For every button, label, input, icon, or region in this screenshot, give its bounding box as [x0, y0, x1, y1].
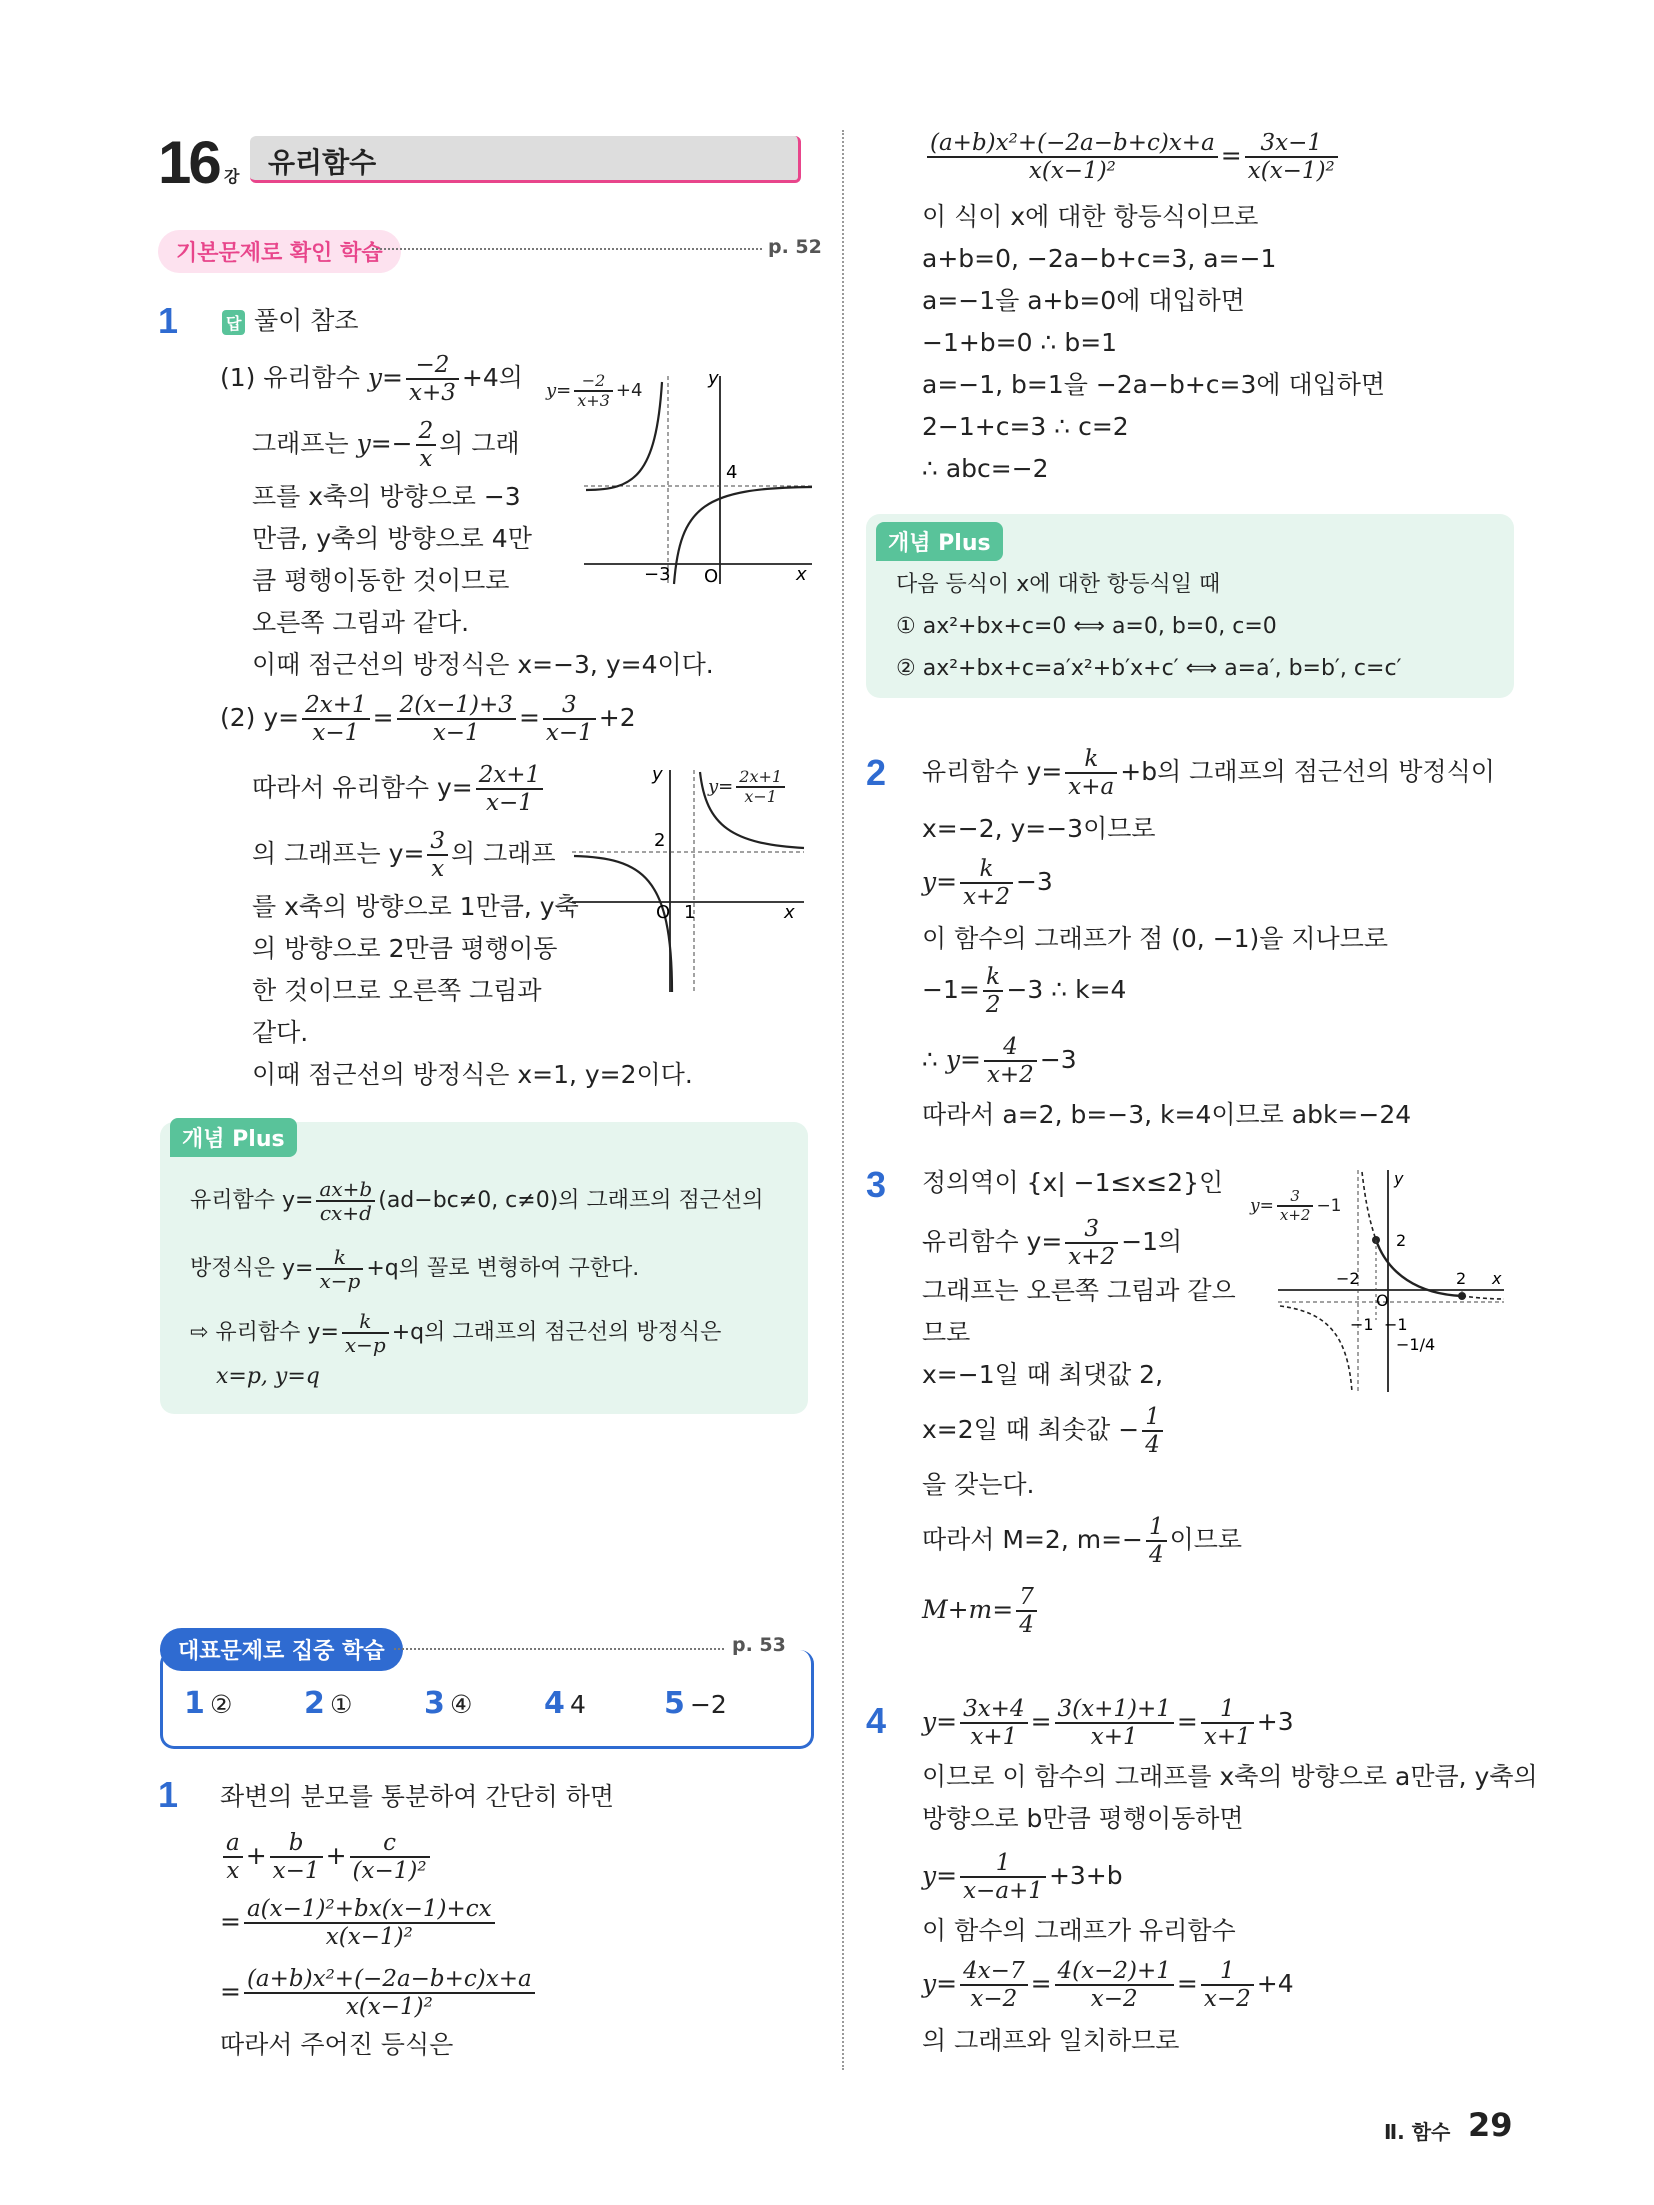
problem-2-line5: −1= $\frac{k}{2}$ −3 ∴ k=4 — [922, 964, 1127, 1018]
problem-3-line7: 을 갖는다. — [922, 1470, 1035, 1499]
q1-p2-line7: 같다. — [252, 1018, 309, 1047]
lesson-title: 유리함수 — [268, 146, 377, 179]
problem-2-line6: ∴ y= $\frac{4}{x+2}$ −3 — [922, 1034, 1077, 1088]
q1-p1-line4: 만큼, y축의 방향으로 4만 — [252, 524, 532, 553]
graph-3-curve-right-dashed — [1362, 1172, 1376, 1240]
problem-4-line6: y= $\frac{4x-7}{x-2}$ = $\frac{4(x-2)+1}{x-2}$ = $\frac{1}{x-2}$ +4 — [922, 1958, 1294, 2012]
problem-3-number: 3 — [866, 1164, 887, 1205]
graph-3-axis-y-label: y — [1394, 1169, 1404, 1188]
problem-4-line5: 이 함수의 그래프가 유리함수 — [922, 1916, 1236, 1945]
lesson-header — [158, 129, 808, 196]
section-basic-dots — [372, 248, 762, 250]
answer-key-row — [184, 1686, 784, 1726]
answer-item-2: 2 ① — [304, 1686, 353, 1721]
problem-1-line2: $\frac{a}{x}$ + $\frac{b}{x-1}$ + $\frac{c}{\text{(x−1)²}}$ — [220, 1830, 433, 1884]
q1-p2-line4: 를 x축의 방향으로 1만큼, y축 — [252, 892, 579, 921]
graph-2-tick-y: 2 — [654, 830, 666, 851]
plus1-line3: ⇨ 유리함수 y= $\frac{k}{x-p}$ +q의 그래프의 점근선의 방정식은 — [190, 1309, 722, 1357]
graph-3-tick-2x: 2 — [1456, 1269, 1467, 1288]
problem-4-line1: y= $\frac{3x+4}{x+1}$ = $\frac{3(x+1)+1}{x+1}$ = $\frac{1}{x+1}$ +3 — [922, 1696, 1294, 1750]
q1-p1-line5: 큼 평행이동한 것이므로 — [252, 566, 510, 595]
concept-plus-tag-2: 개념 Plus — [876, 522, 1003, 561]
problem-2-line2: x=−2, y=−3이므로 — [922, 814, 1156, 843]
concept-plus-tag-1: 개념 Plus — [170, 1118, 297, 1157]
problem-3-line8: 따라서 M=2, m=− $\frac{1}{4}$ 이므로 — [922, 1514, 1243, 1568]
answer-item-4: 4 4 — [544, 1686, 586, 1721]
plus1-line1: 유리함수 y= $\frac{ax+b}{cx+d}$ (ad−bc≠0, c≠0)의 그래프의 점근선의 — [190, 1177, 764, 1225]
problem-4-line2: 이므로 이 함수의 그래프를 x축의 방향으로 a만큼, y축의 — [922, 1762, 1538, 1791]
plus2-line2: ① ax²+bx+c=0 ⟺ a=0, b=0, c=0 — [896, 614, 1277, 639]
problem-3-line9: M+m= $\frac{7}{4}$ — [922, 1584, 1040, 1638]
question-1-number: 1 — [158, 300, 179, 341]
graph-3-label: y= $\frac{3}{x+2}$ −1 — [1250, 1187, 1342, 1224]
plus2-line3: ② ax²+bx+c=a′x²+b′x+c′ ⟺ a=a′, b=b′, c=c′ — [896, 656, 1402, 681]
graph-1-origin: O — [704, 566, 719, 586]
problem-3-line6: x=2일 때 최솟값 − $\frac{1}{4}$ — [922, 1404, 1166, 1458]
q1-p2-line6: 한 것이므로 오른쪽 그림과 — [252, 976, 542, 1005]
answer-item-5: 5 −2 — [664, 1686, 727, 1721]
graph-3-curve-main — [1376, 1240, 1462, 1296]
plus2-line1: 다음 등식이 x에 대한 항등식일 때 — [896, 572, 1221, 597]
graph-2-label: y= $\frac{2x+1}{x-1}$ — [708, 768, 788, 806]
concept-plus-box-2 — [866, 514, 1514, 698]
graph-3-tick-neg2: −2 — [1336, 1269, 1360, 1288]
problem-2-line4: 이 함수의 그래프가 점 (0, −1)을 지나므로 — [922, 924, 1388, 953]
graph-3-origin: O — [1376, 1291, 1389, 1310]
lesson-title-bar — [250, 136, 801, 183]
right-eq-top: $\frac{\text{(a+b)x²+(−2a−b+c)x+a}}{\text{x(x−1)²}}$ = $\frac{3x-1}{\text{x(x−1)²}}$ — [924, 130, 1341, 184]
right-line7: ∴ abc=−2 — [922, 454, 1049, 483]
graph-3-tick-neg1x: −1 — [1350, 1315, 1374, 1334]
graph-2-axis-x-label: x — [784, 902, 795, 923]
q1-p1-line2: 그래프는 y=− $\frac{2}{x}$ 의 그래 — [252, 418, 520, 472]
problem-2-number: 2 — [866, 752, 887, 793]
problem-2-line1: 유리함수 y= $\frac{k}{x+a}$ +b의 그래프의 점근선의 방정식이 — [922, 746, 1495, 800]
q1-p1-line1: (1) 유리함수 y= $\frac{-2}{x+3}$ +4의 — [220, 352, 523, 406]
q1-p2-line3: 의 그래프는 y= $\frac{3}{x}$ 의 그래프 — [252, 828, 556, 882]
graph-3-tick-2y: 2 — [1396, 1231, 1407, 1250]
problem-2-line7: 따라서 a=2, b=−3, k=4이므로 abk=−24 — [922, 1100, 1412, 1129]
footer-chapter: Ⅱ. 함수 — [1384, 2120, 1451, 2144]
problem-2-line3: y= $\frac{k}{x+2}$ −3 — [922, 856, 1053, 910]
q1-p2-line2: 따라서 유리함수 y= $\frac{2x+1}{x-1}$ — [252, 762, 546, 816]
answer-item-3: 3 ④ — [424, 1686, 473, 1721]
problem-4-line4: y= $\frac{1}{x-a+1}$ +3+b — [922, 1850, 1123, 1904]
right-line2: a+b=0, −2a−b+c=3, a=−1 — [922, 244, 1277, 273]
problem-1-number: 1 — [158, 1774, 179, 1815]
right-line5: a=−1, b=1을 −2a−b+c=3에 대입하면 — [922, 370, 1386, 399]
answer-item-1: 1 ② — [184, 1686, 233, 1721]
graph-2-origin: O — [656, 902, 671, 923]
plus1-line4: x=p, y=q — [216, 1364, 320, 1389]
graph-2-axis-y-label: y — [652, 766, 663, 785]
right-line6: 2−1+c=3 ∴ c=2 — [922, 412, 1129, 441]
problem-3-line5: x=−1일 때 최댓값 2, — [922, 1360, 1164, 1389]
right-line1: 이 식이 x에 대한 항등식이므로 — [922, 202, 1259, 231]
right-line3: a=−1을 a+b=0에 대입하면 — [922, 286, 1245, 315]
graph-2-curve-left — [574, 856, 672, 992]
problem-4-line3: 방향으로 b만큼 평행이동하면 — [922, 1804, 1244, 1833]
graph-1-tick-x: −3 — [644, 564, 671, 585]
answer-text: 풀이 참조 — [254, 306, 359, 335]
graph-1-label: y= $\frac{-2}{x+3}$ +4 — [546, 371, 643, 410]
concept-plus-box-1 — [160, 1122, 808, 1414]
problem-3-line2: 유리함수 y= $\frac{3}{x+2}$ −1의 — [922, 1216, 1183, 1270]
graph-1-curve-right — [674, 487, 812, 584]
column-divider — [842, 130, 844, 2070]
section-basic-page: p. 52 — [768, 236, 822, 258]
problem-3-line3: 그래프는 오른쪽 그림과 같으 — [922, 1276, 1236, 1305]
section-focus-label: 대표문제로 집중 학습 — [160, 1628, 403, 1671]
problem-1-line5: 따라서 주어진 등식은 — [220, 2030, 454, 2059]
section-basic-label: 기본문제로 확인 학습 — [158, 230, 401, 273]
problem-4-number: 4 — [866, 1700, 887, 1741]
problem-1-line4: = $\frac{\text{(a+b)x²+(−2a−b+c)x+a}}{\text{x(x−1)²}}$ — [220, 1966, 538, 2020]
lesson-number: 16 — [158, 129, 219, 196]
graph-3-curve-left — [1280, 1306, 1352, 1392]
graph-1-axis-y-label: y — [708, 368, 719, 389]
q1-p2-line1: (2) y= $\frac{2x+1}{x-1}$ = $\frac{2(x-1)+3}{x-1}$ = $\frac{3}{x-1}$ +2 — [220, 692, 636, 746]
problem-1-line3: = $\frac{\text{a(x−1)²+bx(x−1)+cx}}{\text{x(x−1)²}}$ — [220, 1896, 498, 1950]
problem-4-line7: 의 그래프와 일치하므로 — [922, 2026, 1180, 2055]
section-focus-page: p. 53 — [732, 1634, 786, 1656]
problem-3-line1: 정의역이 {x| −1≤x≤2}인 — [922, 1168, 1224, 1197]
graph-3-tick-quarter: −1/4 — [1396, 1335, 1436, 1354]
problem-3-line4: 므로 — [922, 1318, 971, 1347]
q1-p2-line8: 이때 점근선의 방정식은 x=1, y=2이다. — [252, 1060, 693, 1089]
footer-page-number: 29 — [1468, 2106, 1513, 2144]
plus1-line2: 방정식은 y= $\frac{k}{x-p}$ +q의 꼴로 변형하여 구한다. — [190, 1245, 640, 1293]
graph-3-curve-tail — [1462, 1296, 1504, 1299]
graph-3-tick-neg1y: −1 — [1384, 1315, 1408, 1334]
graph-1-tick-y: 4 — [726, 462, 738, 483]
graph-2-tick-x: 1 — [684, 902, 696, 923]
q1-p1-line7: 이때 점근선의 방정식은 x=−3, y=4이다. — [252, 650, 714, 679]
q1-p1-line3: 프를 x축의 방향으로 −3 — [252, 482, 521, 511]
answer-icon: 답 — [222, 310, 245, 335]
graph-3-axis-x-label: x — [1492, 1269, 1502, 1288]
graph-1-axis-x-label: x — [796, 564, 807, 585]
q1-p2-line5: 의 방향으로 2만큼 평행이동 — [252, 934, 558, 963]
q1-p1-line6: 오른쪽 그림과 같다. — [252, 608, 470, 637]
problem-1-line1: 좌변의 분모를 통분하여 간단히 하면 — [220, 1782, 615, 1811]
section-focus-dots — [394, 1648, 724, 1650]
right-line4: −1+b=0 ∴ b=1 — [922, 328, 1118, 357]
lesson-suffix: 강 — [224, 167, 240, 186]
